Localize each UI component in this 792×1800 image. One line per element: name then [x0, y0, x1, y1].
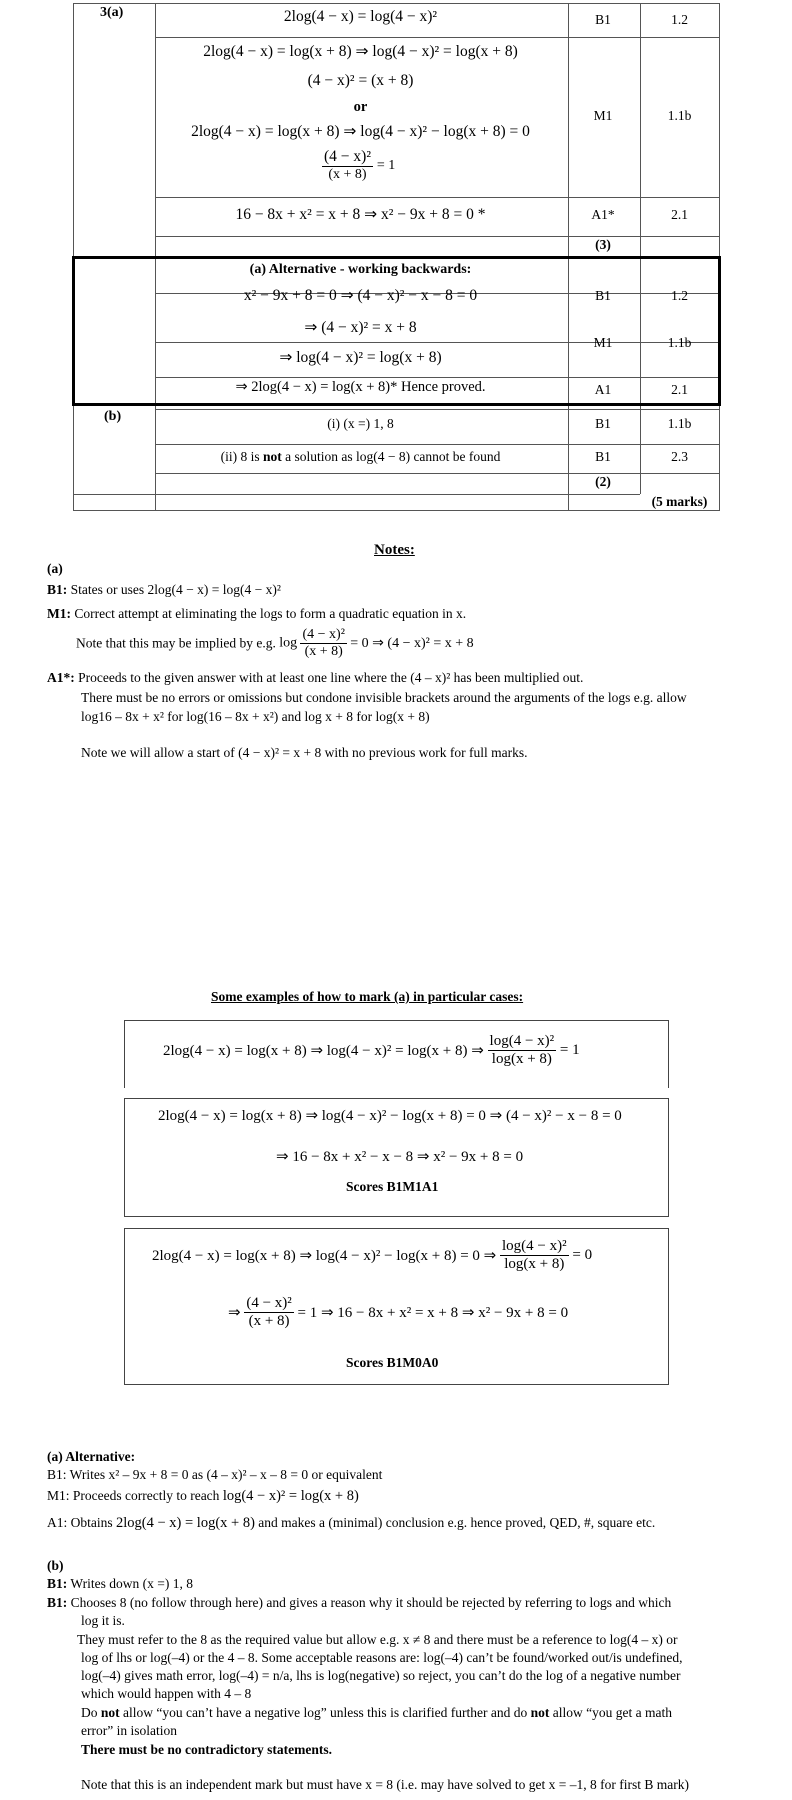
ex1-num: log(4 − x)² [489, 1033, 555, 1049]
note-allow [81, 745, 527, 761]
question-number-a: 3(a) [100, 5, 124, 20]
r2-mark: M1 [593, 108, 613, 123]
note-b1-text: States or uses [70, 582, 145, 597]
b-notes-l7a: Do [81, 1705, 101, 1720]
alt-line1: x² − 9x + 8 = 0 ⇒ (4 − x)² − x − 8 = 0 [243, 287, 478, 304]
note-m1 [47, 606, 466, 622]
row-line [155, 37, 719, 38]
ex1-eq: = 1 [559, 1042, 580, 1058]
r1-math: 2log(4 − x) = log(4 − x)² [283, 8, 438, 25]
r2-or: or [353, 99, 368, 115]
b-notes-b1b-label: B1: [47, 1595, 68, 1610]
b-notes-l7c: allow “you can’t have a negative log” unless this is clarified further and do [119, 1705, 531, 1720]
b-notes-line5: log(–4) gives math error, log(–4) = n/a, lhs is log(negative) so reject, you can’t do the log of a negative number [81, 1668, 681, 1683]
alt-notes-title: (a) Alternative: [47, 1449, 136, 1464]
b-notes-line4: log of lhs or log(–4) or the 4 – 8. Some acceptable reasons are: log(–4) can’t be found/worked out/is undefined, [81, 1650, 683, 1665]
b-notes-line2: log it is. [81, 1613, 125, 1628]
r2-line1: 2log(4 − x) = log(x + 8) ⇒ log(4 − x)² = log(x + 8) [203, 43, 518, 60]
alt-line3: ⇒ log(4 − x)² = log(x + 8) [279, 349, 442, 366]
alt-notes-m1-text: M1: Proceeds correctly to reach [47, 1488, 220, 1503]
r2-frac-den: (x + 8) [328, 167, 367, 182]
b-part-ii [154, 449, 567, 465]
b-part-ii-ao: 2.3 [671, 449, 688, 464]
r4-total: (3) [595, 237, 611, 252]
b-notes-line9: There must be no contradictory statements. [81, 1742, 332, 1757]
r3-mark: A1* [591, 207, 615, 222]
note-implied-den: (x + 8) [304, 644, 343, 659]
b-part-ii-pre: (ii) 8 is [220, 449, 263, 464]
ex2-rest: = 1 ⇒ 16 − 8x + x² = x + 8 ⇒ x² − 9x + 8 = 0 [297, 1305, 569, 1321]
ex2-pre: ⇒ [228, 1305, 241, 1321]
note-a1 [47, 670, 583, 686]
b-notes-line10: Note that this is an independent mark but must have x = 8 (i.e. may have solved to get x = –1, 8 for first B mark) [81, 1777, 689, 1792]
example-2-line2 [228, 1295, 568, 1330]
ex2-den: log(x + 8) [504, 1256, 565, 1272]
alt-notes-m1 [47, 1488, 359, 1505]
b-notes-line3: They must refer to the 8 as the required value but allow e.g. x ≠ 8 and there must be a reference to log(4 – x) or [77, 1632, 678, 1647]
b-notes-b1b [47, 1595, 671, 1611]
note-implied-num: (4 − x)² [302, 627, 345, 642]
notes-title: Notes: [374, 542, 415, 558]
note-a1-label: A1*: [47, 670, 75, 685]
r3-ao: 2.1 [671, 207, 688, 222]
total-marks: (5 marks) [651, 494, 708, 509]
ex2-den2: (x + 8) [248, 1313, 290, 1329]
r2-fraction [322, 148, 395, 183]
r2-line3: 2log(4 − x) = log(x + 8) ⇒ log(4 − x)² − log(x + 8) = 0 [191, 123, 530, 140]
ex2-num2: (4 − x)² [246, 1295, 292, 1311]
alt-ao2: 1.1b [667, 335, 692, 350]
note-a1-line2: There must be no errors or omissions but condone invisible brackets around the arguments of the logs e.g. allow [81, 690, 687, 705]
note-b1 [47, 582, 281, 598]
ex1-l1: 2log(4 − x) = log(x + 8) ⇒ log(4 − x)² = log(x + 8) ⇒ [163, 1043, 484, 1059]
example-1-score: Scores B1M1A1 [346, 1179, 439, 1194]
example-1-gap [124, 1088, 669, 1099]
alt-line4: ⇒ 2log(4 − x) = log(x + 8)* Hence proved. [235, 379, 486, 395]
b-notes-l7b: not [100, 1705, 120, 1720]
note-m1-label: M1: [47, 606, 71, 621]
ex2-l1: 2log(4 − x) = log(x + 8) ⇒ log(4 − x)² − log(x + 8) = 0 ⇒ [152, 1248, 497, 1264]
r2-line2: (4 − x)² = (x + 8) [307, 72, 414, 89]
alt-notes-m1-math: log(4 − x)² = log(x + 8) [222, 1488, 359, 1504]
note-implied-text: Note that this may be implied by e.g. [76, 635, 276, 651]
alt-notes-a1-math: 2log(4 − x) = log(x + 8) [116, 1515, 255, 1531]
example-1-line1 [163, 1033, 580, 1068]
note-allow-text: Note we will allow a start of [81, 745, 235, 760]
b-notes-l7d: not [530, 1705, 550, 1720]
note-m1-text: Correct attempt at eliminating the logs to form a quadratic equation in x. [74, 606, 467, 621]
alt-notes-b1: B1: Writes x² – 9x + 8 = 0 as (4 – x)² – x – 8 = 0 or equivalent [47, 1467, 383, 1482]
alt-mark1: B1 [595, 288, 611, 303]
b-notes-line8: error” in isolation [81, 1723, 177, 1738]
alt-notes-a1-rest: and makes a (minimal) conclusion e.g. hence proved, QED, #, square etc. [258, 1515, 656, 1530]
note-implied-log: log [279, 635, 298, 651]
note-implied-rest: = 0 ⇒ (4 − x)² = x + 8 [350, 636, 474, 651]
example-2-score: Scores B1M0A0 [346, 1355, 439, 1370]
row-line [155, 197, 719, 198]
b-notes-line7 [81, 1705, 672, 1721]
ex1-den: log(x + 8) [491, 1051, 552, 1067]
b-part-ii-mark: B1 [595, 449, 611, 464]
b-notes-line6: which would happen with 4 – 8 [81, 1686, 252, 1701]
b-part-i-ao: 1.1b [667, 416, 692, 431]
b-part-ii-bold: not [262, 449, 282, 464]
note-a1-line3: log16 – 8x + x² for log(16 – 8x + x²) and log x + 8 for log(x + 8) [81, 709, 430, 724]
alt-heading: (a) Alternative - working backwards: [249, 262, 472, 277]
b-total: (2) [595, 474, 611, 489]
ex2-num: log(4 − x)² [501, 1238, 567, 1254]
alt-mark3: A1 [594, 382, 612, 397]
r1-ao: 1.2 [671, 12, 688, 27]
r3-math: 16 − 8x + x² = x + 8 ⇒ x² − 9x + 8 = 0 * [235, 206, 486, 223]
ex2-eq: = 0 [572, 1247, 593, 1263]
note-a1-line1: Proceeds to the given answer with at least one line where the (4 – x)² has been multiplied out. [78, 670, 584, 685]
note-b1-math: 2log(4 − x) = log(4 − x)² [147, 582, 281, 597]
r2-frac-eq: = 1 [376, 158, 396, 174]
examples-title: Some examples of how to mark (a) in particular cases: [211, 989, 524, 1004]
alt-mark2: M1 [593, 335, 613, 350]
note-allow-rest: with no previous work for full marks. [324, 745, 528, 760]
example-1-line2: 2log(4 − x) = log(x + 8) ⇒ log(4 − x)² − log(x + 8) = 0 ⇒ (4 − x)² − x − 8 = 0 [158, 1108, 622, 1124]
row-line [155, 409, 719, 410]
b-notes-l7e: allow “you get a math [549, 1705, 672, 1720]
example-2-line1 [152, 1238, 592, 1273]
b-part-ii-post: a solution as log(4 − 8) cannot be found [281, 449, 501, 464]
alt-notes-a1 [47, 1515, 655, 1532]
alt-ao3: 2.1 [671, 382, 688, 397]
example-1-line3: ⇒ 16 − 8x + x² − x − 8 ⇒ x² − 9x + 8 = 0 [276, 1149, 524, 1165]
note-b1-label: B1: [47, 582, 68, 597]
r2-frac-num: (4 − x)² [324, 148, 371, 165]
alt-line2: ⇒ (4 − x)² = x + 8 [304, 319, 417, 336]
row-line [74, 494, 719, 495]
question-number-b: (b) [104, 409, 122, 424]
b-notes-b1a [47, 1576, 193, 1592]
r2-ao: 1.1b [667, 108, 692, 123]
alt-notes-a1-text: A1: Obtains [47, 1515, 113, 1530]
row-line [155, 444, 719, 445]
b-notes-label: (b) [47, 1558, 64, 1573]
alt-ao1: 1.2 [671, 288, 688, 303]
b-part-i-mark: B1 [595, 416, 611, 431]
r1-mark: B1 [595, 12, 611, 27]
b-notes-b1b-line1: Chooses 8 (no follow through here) and gives a reason why it should be rejected by referring to logs and which [70, 1595, 672, 1610]
b-part-i: (i) (x =) 1, 8 [327, 416, 394, 431]
notes-a-label: (a) [47, 561, 63, 576]
b-notes-b1a-label: B1: [47, 1576, 68, 1591]
note-implied [76, 627, 474, 660]
note-allow-math: (4 − x)² = x + 8 [238, 745, 322, 760]
b-notes-b1a-text: Writes down (x =) 1, 8 [70, 1576, 193, 1591]
